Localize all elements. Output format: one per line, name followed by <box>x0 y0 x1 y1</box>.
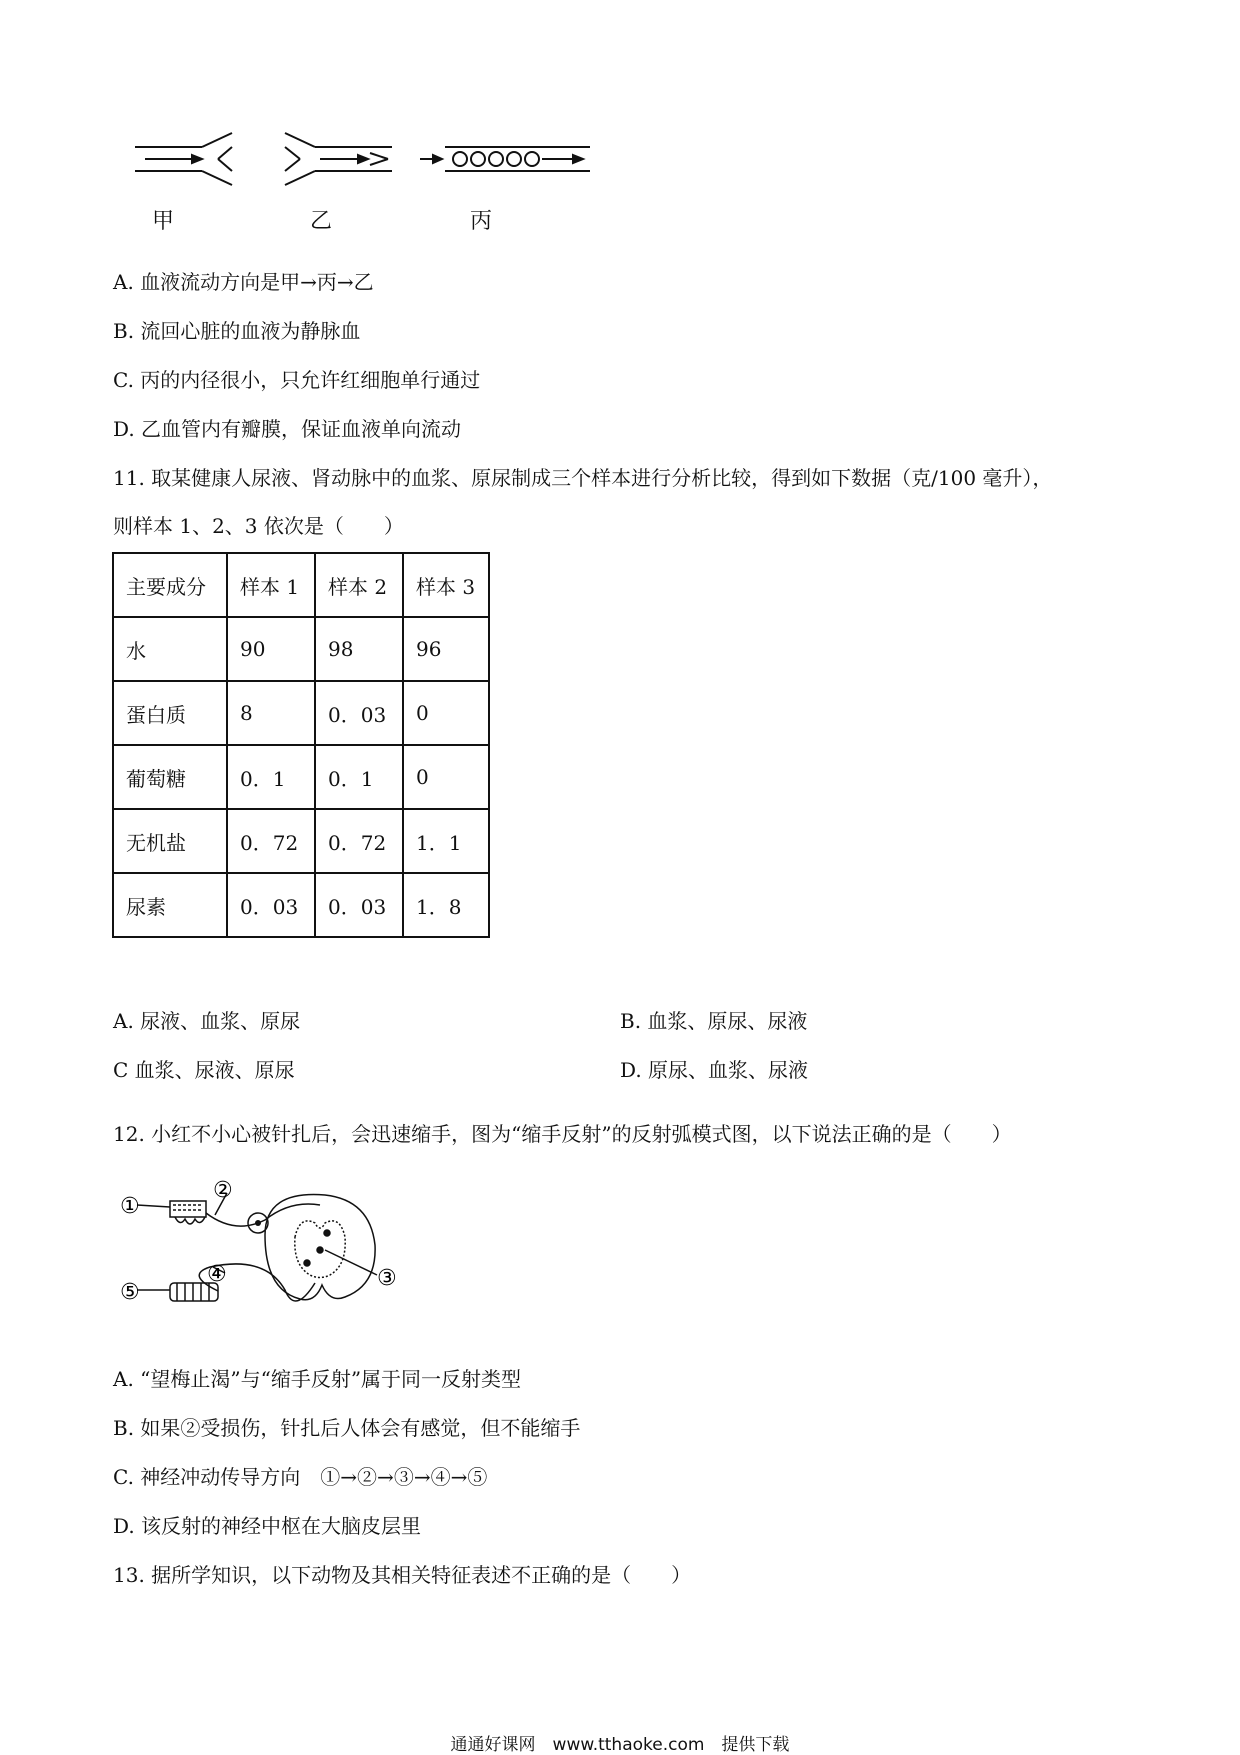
page-footer: 通通好课网 www.tthaoke.com 提供下载 <box>450 1735 790 1755</box>
q10-option-d: D. 乙血管内有瓣膜，保证血液单向流动 <box>113 417 462 441</box>
table-row <box>113 873 489 937</box>
q12-option-d: D. 该反射的神经中枢在大脑皮层里 <box>113 1514 422 1538</box>
table-cell: 0．1 <box>227 745 315 809</box>
label-4: ④ <box>207 1262 227 1287</box>
label-5: ⑤ <box>120 1280 140 1305</box>
table-row <box>113 745 489 809</box>
table-cell: 0．72 <box>227 809 315 873</box>
table-cell: 无机盐 <box>113 809 227 873</box>
table-cell: 蛋白质 <box>113 681 227 745</box>
table-cell: 0 <box>403 745 489 809</box>
q11-option-c: C 血浆、尿液、原尿 <box>113 1058 295 1082</box>
blood-vessel-diagram <box>130 125 610 195</box>
q12-option-c: C. 神经冲动传导方向 ①→②→③→④→⑤ <box>113 1465 488 1489</box>
receptor-skin <box>170 1201 206 1224</box>
label-2: ② <box>213 1178 233 1203</box>
reflex-arc-diagram <box>115 1175 465 1325</box>
q11-option-a: A. 尿液、血浆、原尿 <box>113 1009 301 1033</box>
table-row <box>113 809 489 873</box>
table-cell: 98 <box>315 617 403 681</box>
table-cell: 8 <box>227 681 315 745</box>
table-row <box>113 681 489 745</box>
vessel-bing <box>420 147 590 171</box>
q10-option-c: C. 丙的内径很小，只允许红细胞单行通过 <box>113 368 481 392</box>
q11-stem-line2: 则样本 1、2、3 依次是（ ） <box>113 514 404 538</box>
table-cell: 0．1 <box>315 745 403 809</box>
table-cell: 96 <box>403 617 489 681</box>
table-cell: 0 <box>403 681 489 745</box>
q12-option-b: B. 如果②受损伤，针扎后人体会有感觉，但不能缩手 <box>113 1416 581 1440</box>
q11-option-b: B. 血浆、原尿、尿液 <box>620 1009 808 1033</box>
table-cell: 1．1 <box>403 809 489 873</box>
diagram-callouts <box>137 1193 377 1290</box>
q10-option-b: B. 流回心脏的血液为静脉血 <box>113 319 361 343</box>
table-cell: 90 <box>227 617 315 681</box>
table-header-cell: 样本 2 <box>315 553 403 617</box>
table-header-row <box>113 553 489 617</box>
label-1: ① <box>120 1194 140 1219</box>
table-cell: 水 <box>113 617 227 681</box>
table-header-cell: 主要成分 <box>113 553 227 617</box>
q11-stem-line1: 11. 取某健康人尿液、肾动脉中的血浆、原尿制成三个样本进行分析比较，得到如下数据（克/100 毫升）， <box>113 466 1053 490</box>
q10-option-a: A. 血液流动方向是甲→丙→乙 <box>113 270 374 294</box>
vessel-label-yi: 乙 <box>310 209 333 234</box>
vessel-label-bing: 丙 <box>470 209 493 234</box>
q13-stem: 13. 据所学知识，以下动物及其相关特征表述不正确的是（ ） <box>113 1563 692 1587</box>
table-cell: 0．72 <box>315 809 403 873</box>
q12-option-a: A. “望梅止渴”与“缩手反射”属于同一反射类型 <box>113 1367 522 1391</box>
q12-stem: 12. 小红不小心被针扎后，会迅速缩手，图为“缩手反射”的反射弧模式图，以下说法正确的是（ ） <box>113 1122 1012 1146</box>
q11-data-table <box>112 552 490 938</box>
table-cell: 0．03 <box>315 681 403 745</box>
vessel-jia <box>135 133 232 185</box>
table-cell: 尿素 <box>113 873 227 937</box>
table-row <box>113 617 489 681</box>
vessel-label-jia: 甲 <box>152 209 175 234</box>
table-cell: 1．8 <box>403 873 489 937</box>
q11-option-d: D. 原尿、血浆、尿液 <box>620 1058 809 1082</box>
vessel-yi <box>285 133 392 185</box>
table-header-cell: 样本 1 <box>227 553 315 617</box>
table-cell: 0．03 <box>227 873 315 937</box>
label-3: ③ <box>377 1266 397 1291</box>
table-cell: 葡萄糖 <box>113 745 227 809</box>
table-cell: 0．03 <box>315 873 403 937</box>
table-header-cell: 样本 3 <box>403 553 489 617</box>
